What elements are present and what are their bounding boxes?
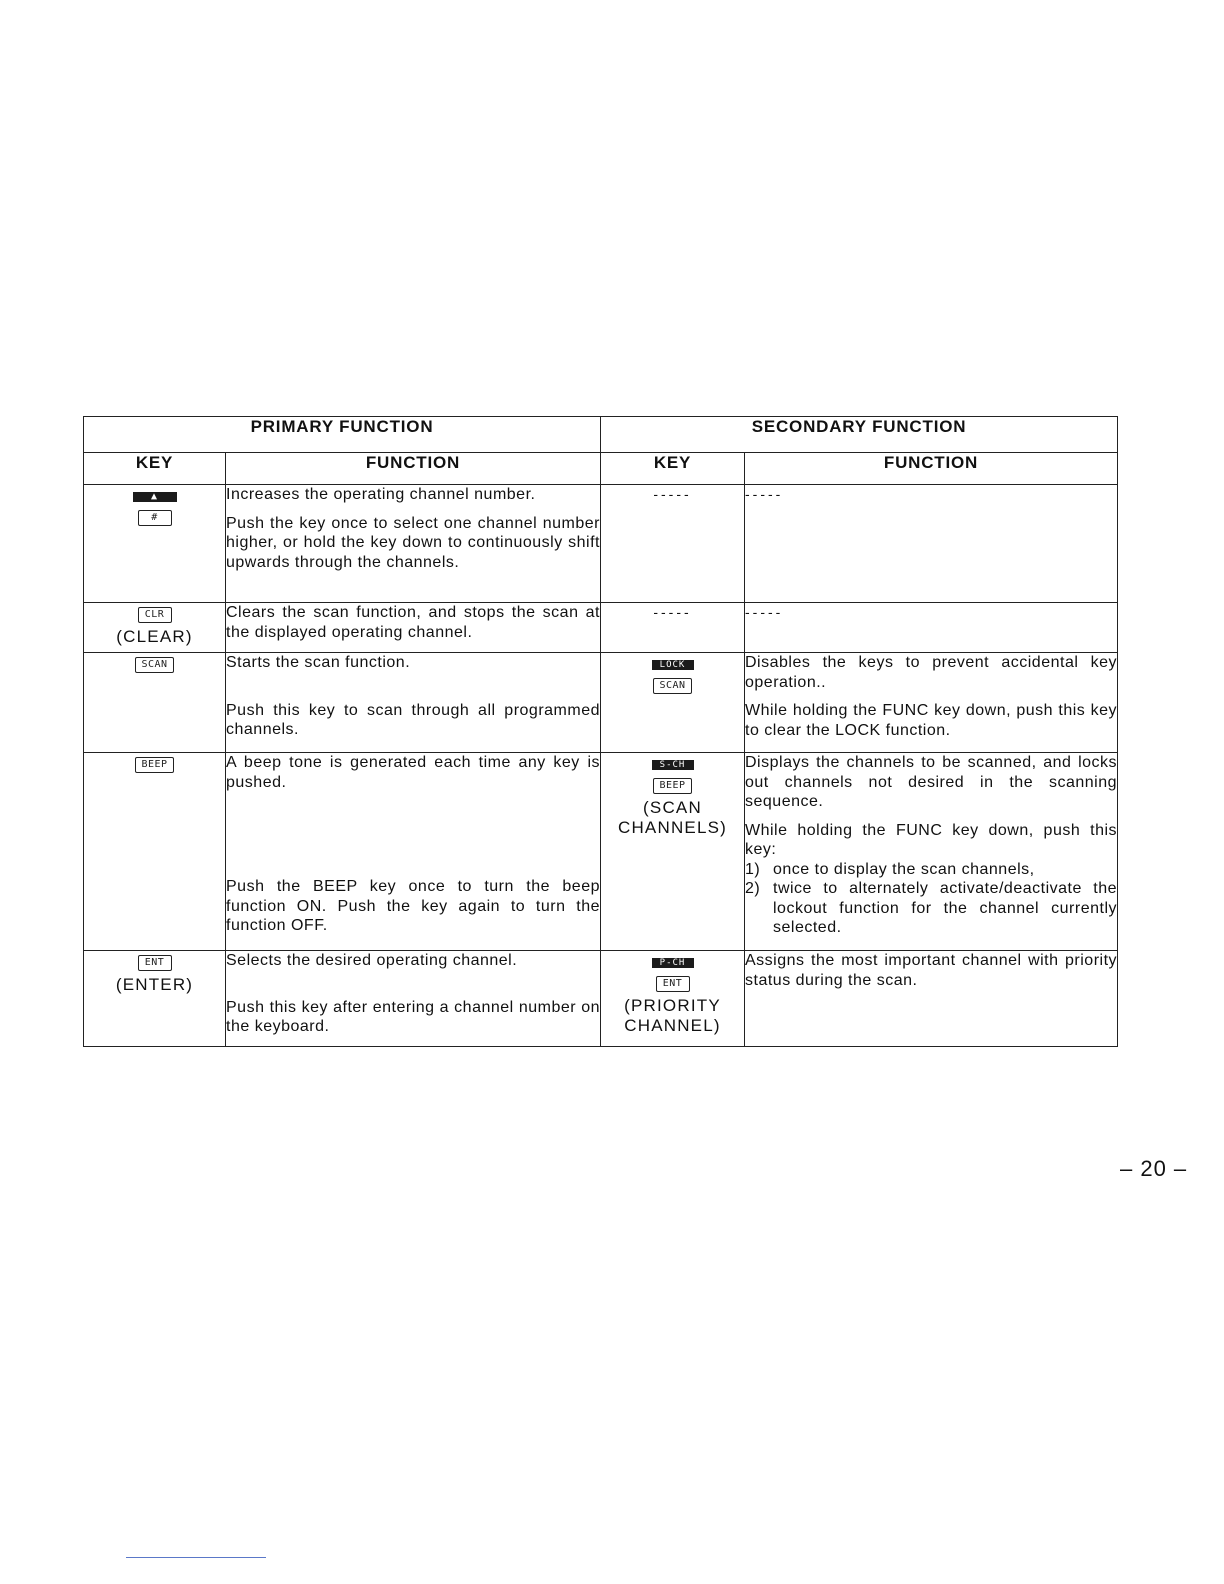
function-detail: While holding the FUNC key down, push this key: <box>745 821 1118 858</box>
table-row <box>84 951 1118 1047</box>
key-function-table <box>83 416 1118 1047</box>
key-label: (CLEAR) <box>116 627 193 646</box>
ent-key-icon: ENT <box>656 976 690 992</box>
key-label: (SCAN CHANNELS) <box>617 798 728 837</box>
ent-key-icon: ENT <box>138 955 172 971</box>
table-row <box>84 653 1118 753</box>
key-cell <box>84 603 226 653</box>
function-summary: Selects the desired operating channel. <box>226 952 518 969</box>
secondary-function-cell <box>745 603 1118 653</box>
step-text: twice to alternately activate/deactivate the lockout function for the channel currently selected. <box>773 880 1118 936</box>
function-detail: Push this key after entering a channel number on the keyboard. <box>226 998 600 1035</box>
secondary-key-cell <box>601 603 745 653</box>
table-row <box>84 753 1118 951</box>
key-cell <box>84 753 226 951</box>
function-detail: Push this key to scan through all programmed channels. <box>226 701 600 738</box>
primary-function-cell <box>226 653 601 753</box>
function-summary: A beep tone is generated each time any key is pushed. <box>226 754 600 791</box>
function-summary: Starts the scan function. <box>226 654 411 671</box>
table-row <box>84 603 1118 653</box>
scan-key-icon: SCAN <box>135 657 173 673</box>
empty-placeholder: ----- <box>653 486 692 502</box>
function-summary: Clears the scan function, and stops the scan at the displayed operating channel. <box>226 604 600 641</box>
hash-key-icon: # <box>138 510 172 526</box>
secondary-function-cell <box>745 653 1118 753</box>
key-cell <box>84 485 226 603</box>
step-number: 2) <box>745 880 761 897</box>
function-summary: Assigns the most important channel with priority status during the scan. <box>745 952 1118 989</box>
empty-placeholder: ----- <box>745 604 784 620</box>
beep-key-icon: BEEP <box>653 778 691 794</box>
primary-function-header: PRIMARY FUNCTION <box>84 417 601 453</box>
list-item <box>745 860 1117 880</box>
secondary-function-cell <box>745 753 1118 951</box>
secondary-key-cell <box>601 951 745 1047</box>
key-cell <box>84 951 226 1047</box>
key-cell <box>84 653 226 753</box>
secondary-key-cell <box>601 653 745 753</box>
function-column-header: FUNCTION <box>226 453 601 485</box>
empty-placeholder: ----- <box>653 604 692 620</box>
page-number: – 20 – <box>1120 1156 1188 1181</box>
key-label: (ENTER) <box>115 975 194 994</box>
secondary-key-cell <box>601 753 745 951</box>
step-text: once to display the scan channels, <box>773 860 1035 878</box>
secondary-function-cell <box>745 951 1118 1047</box>
function-detail: Push the BEEP key once to turn the beep function ON. Push the key again to turn the function OFF. <box>226 878 600 934</box>
secondary-function-header: SECONDARY FUNCTION <box>601 417 1118 453</box>
up-arrow-icon: ▲ <box>133 492 177 502</box>
secondary-key-column-header: KEY <box>601 453 745 485</box>
clr-key-icon: CLR <box>138 607 172 623</box>
primary-function-cell <box>226 951 601 1047</box>
secondary-function-column-header: FUNCTION <box>745 453 1118 485</box>
primary-function-cell <box>226 603 601 653</box>
step-list <box>745 860 1117 938</box>
s-ch-function-label: S-CH <box>652 760 694 770</box>
function-summary: Displays the channels to be scanned, and locks out channels not desired in the scanning sequence. <box>745 754 1118 810</box>
key-label: (PRIORITY CHANNEL) <box>624 996 721 1035</box>
table-row <box>84 485 1118 603</box>
column-header-row <box>84 453 1118 485</box>
footer-rule <box>126 1557 266 1558</box>
secondary-key-cell <box>601 485 745 603</box>
primary-function-cell <box>226 753 601 951</box>
list-item <box>745 879 1117 938</box>
group-header-row <box>84 417 1118 453</box>
beep-key-icon: BEEP <box>135 757 173 773</box>
secondary-function-cell <box>745 485 1118 603</box>
primary-function-cell <box>226 485 601 603</box>
step-number: 1) <box>745 860 761 878</box>
empty-placeholder: ----- <box>745 486 784 502</box>
function-summary: Disables the keys to prevent accidental key operation.. <box>745 654 1118 691</box>
scan-key-icon: SCAN <box>653 678 691 694</box>
p-ch-function-label: P-CH <box>652 958 694 968</box>
function-detail: Push the key once to select one channel number higher, or hold the key down to continuously shift upwards through the channels. <box>226 514 600 571</box>
key-column-header: KEY <box>84 453 226 485</box>
function-summary: Increases the operating channel number. <box>226 486 536 503</box>
function-detail: While holding the FUNC key down, push this key to clear the LOCK function. <box>745 702 1118 739</box>
lock-function-label: LOCK <box>652 660 694 670</box>
